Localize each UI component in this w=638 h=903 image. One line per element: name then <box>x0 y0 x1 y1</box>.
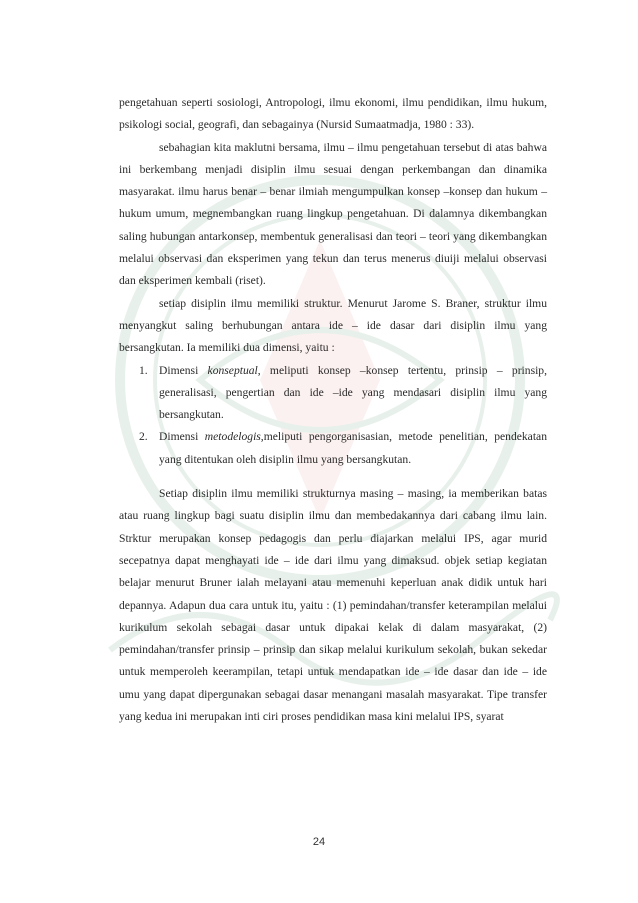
list-lead: Dimensi <box>159 363 208 377</box>
list-item <box>119 360 547 427</box>
paragraph-3: setiap disiplin ilmu memiliki struktur. Menurut Jarome S. Braner, struktur ilmu menyangkut saling berhubungan antara ide – ide dasar dari disiplin ilmu yang bersangkutan. Ia memiliki dua dimensi, yaitu : <box>119 296 547 355</box>
paragraph-2: sebahagian kita maklutni bersama, ilmu – ilmu pengetahuan tersebut di atas bahwa ini berkembang menjadi disiplin ilmu sesuai dengan perkembangan dan dinamika masyarakat. ilmu harus benar – benar ilmiah mengumpulkan konsep –konsep dan hukum – hukum umum, megnembangkan ruang lingkup pengetahuan. Di dalamnya dikembangkan saling hubungan antarkonsep, membentuk generalisasi dan teori – teori yang dikembangkan melalui observasi dan eksperimen yang tekun dan terus menerus diuiji melalui observasi dan eksperimen kembali (riset). <box>119 140 547 288</box>
list-rest: meliputi pengorganisasian, metode penelitian, pendekatan yang ditentukan oleh disiplin ilmu yang bersangkutan. <box>159 430 547 466</box>
list-rest: , meliputi konsep –konsep tertentu, prinsip – prinsip, generalisasi, pengertian dan ide –ide yang mendasari disiplin ilmu yang bersangkutan. <box>159 363 548 422</box>
dimension-list <box>119 360 547 471</box>
page-number: 24 <box>312 836 326 848</box>
list-lead: Dimensi <box>159 430 205 444</box>
paragraph-1: pengetahuan seperti sosiologi, Antropologi, ilmu ekonomi, ilmu pendidikan, ilmu hukum, psikologi social, geografi, dan sebagainya (Nursid Sumaatmadja, 1980 : 33). <box>119 96 547 132</box>
list-number: 2. <box>139 430 148 444</box>
document-body <box>119 92 547 728</box>
list-term: metodelogis, <box>204 430 264 444</box>
list-number: 1. <box>139 363 148 377</box>
paragraph-4: Setiap disiplin ilmu memiliki strukturnya masing – masing, ia memberikan batas atau ruang lingkup bagi suatu disiplin ilmu dan membedakannya dari cabang ilmu lain. Strktur merupakan konsep pedagogis dan perlu diajarkan melalui IPS, agar murid secepatnya dapat menghayati ide – ide dari ilmu yang dimaksud. objek setiap kegiatan belajar menurut Bruner ialah melayani atau memenuhi keperluan anak didik untuk hari depannya. Adapun dua cara untuk itu, yaitu : (1) pemindahan/transfer keterampilan melalui kurikulum sekolah sebagai dasar untuk dipakai kelak di dalam masyarakat, (2) pemindahan/transfer prinsip – prinsip dan sikap melalui kurikulum sekolah, bukan sekedar untuk memperoleh keerampilan, tetapi untuk mendapatkan ide – ide dasar dan ide – ide umu yang dapat dipergunakan sebagai dasar menangani masalah masyarakat. Tipe transfer yang kedua ini merupakan inti ciri proses pendidikan masa kini melalui IPS, syarat <box>119 487 547 724</box>
list-item <box>119 426 547 471</box>
list-term: konseptual <box>207 363 258 377</box>
